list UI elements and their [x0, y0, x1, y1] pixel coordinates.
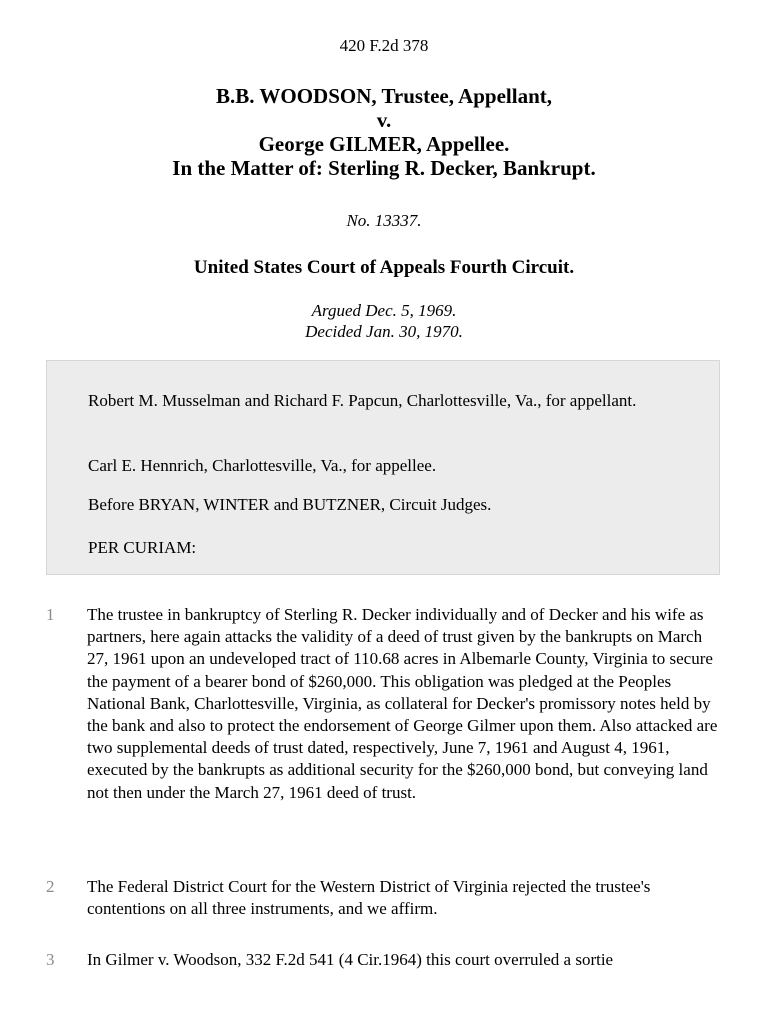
counsel-box: [46, 360, 720, 575]
case-caption: [0, 84, 768, 180]
argued-date: Argued Dec. 5, 1969.: [311, 301, 457, 320]
caption-appellant: B.B. WOODSON, Trustee, Appellant,: [215, 84, 553, 108]
judges-panel: Before BRYAN, WINTER and BUTZNER, Circuit Judges.: [88, 495, 492, 514]
caption-versus: v.: [376, 108, 392, 132]
counsel-appellant: Robert M. Musselman and Richard F. Papcun, Charlottesville, Va., for appellant.: [88, 391, 637, 410]
counsel-appellee: Carl E. Hennrich, Charlottesville, Va., for appellee.: [88, 456, 437, 475]
reporter-citation: 420 F.2d 378: [339, 36, 429, 55]
paragraph-text: In Gilmer v. Woodson, 332 F.2d 541 (4 Cir.1964) this court overruled a sortie: [87, 950, 614, 969]
caption-matter: In the Matter of: Sterling R. Decker, Bankrupt.: [172, 156, 596, 180]
caption-appellee: George GILMER, Appellee.: [258, 132, 510, 156]
paragraph-number: 2: [46, 877, 55, 896]
case-dates: [0, 300, 768, 342]
per-curiam-label: PER CURIAM:: [88, 538, 197, 557]
paragraph-number: 1: [46, 605, 55, 624]
paragraph-text: The Federal District Court for the Western District of Virginia rejected the trustee's contentions on all three instruments, and we affirm.: [87, 877, 651, 919]
decided-date: Decided Jan. 30, 1970.: [305, 322, 463, 341]
paragraph-number: 3: [46, 950, 55, 969]
docket-number: No. 13337.: [346, 211, 422, 230]
court-name: United States Court of Appeals Fourth Circuit.: [193, 257, 575, 278]
paragraph-text: The trustee in bankruptcy of Sterling R. Decker individually and of Decker and his wife as partners, here again attacks the validity of a deed of trust given by the bankrupts on March 27, 1961 upon an undeveloped tract of 110.68 acres in Albemarle County, Virginia to secure the payment of a bearer bond of $260,000. This obligation was pledged at the Peoples National Bank, Charlottesville, Virginia, as collateral for Decker's promissory notes held by the bank and also to protect the endorsement of George Gilmer upon them. Also attacked are two supplemental deeds of trust dated, respectively, June 7, 1961 and August 4, 1961, executed by the bankrupts as additional security for the $260,000 bond, but conveying land not then under the March 27, 1961 deed of trust.: [87, 605, 718, 802]
